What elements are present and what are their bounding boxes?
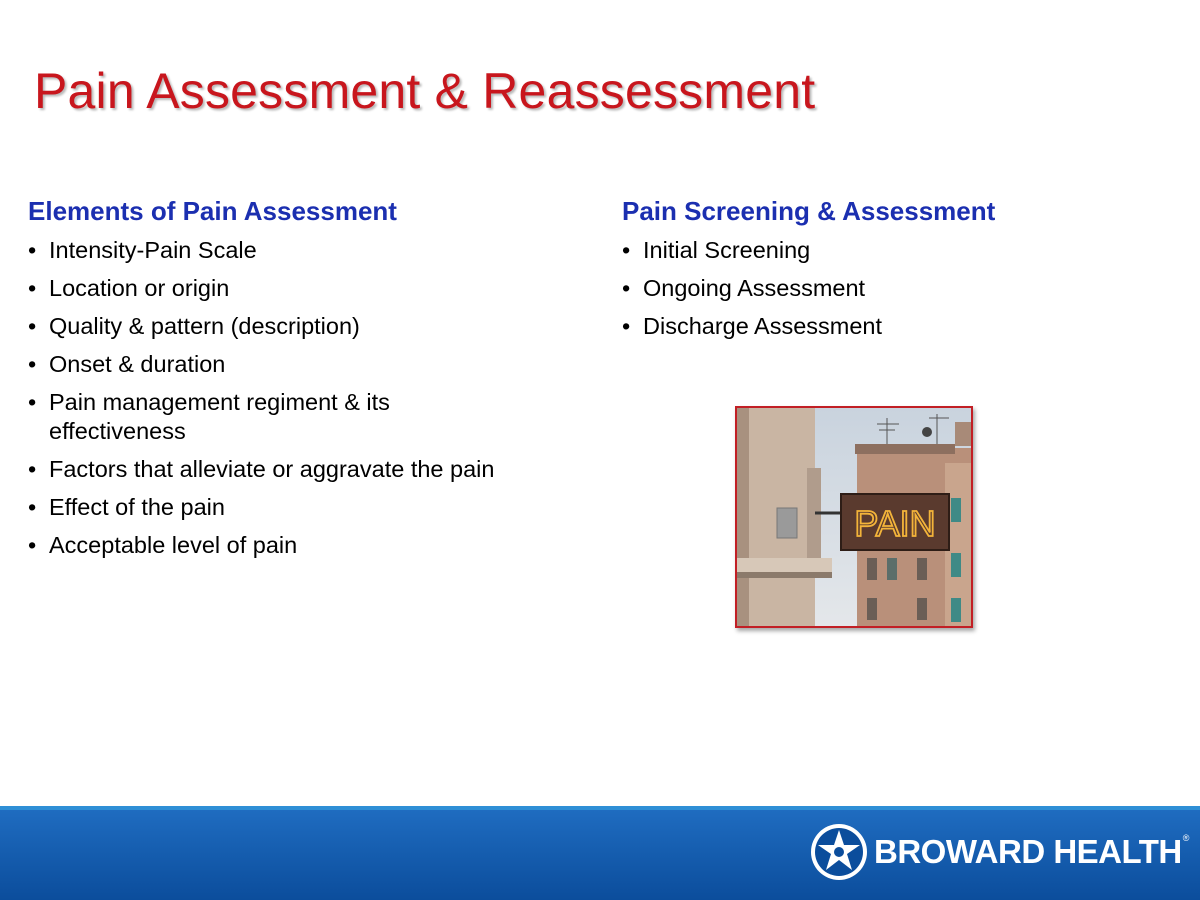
sign-text: PAIN — [854, 503, 936, 544]
bullet-icon: • — [28, 237, 37, 263]
pain-sign-photo — [735, 406, 973, 628]
list-item — [28, 274, 588, 303]
registered-mark: ® — [1182, 833, 1190, 843]
bullet-icon: • — [28, 456, 37, 482]
list-item-text: Discharge Assessment — [643, 313, 883, 339]
list-item — [28, 493, 588, 522]
bullet-icon: • — [622, 275, 631, 301]
bullet-icon: • — [622, 237, 631, 263]
list-item — [28, 312, 588, 341]
list-item-text: Ongoing Assessment — [643, 275, 866, 301]
broward-health-logo — [808, 820, 1190, 884]
list-item — [622, 312, 1142, 341]
list-item-text: Pain management regiment & its effectiveness — [49, 389, 390, 444]
list-item-text: Quality & pattern (description) — [49, 313, 360, 339]
left-heading: Elements of Pain Assessment — [28, 196, 397, 226]
list-item-text: Acceptable level of pain — [49, 532, 298, 558]
pain-sign-illustration — [737, 408, 971, 626]
bullet-icon: • — [28, 389, 37, 415]
list-item — [28, 531, 588, 560]
right-heading: Pain Screening & Assessment — [622, 196, 996, 226]
list-item-text: Onset & duration — [49, 351, 226, 377]
list-item — [622, 274, 1142, 303]
list-item — [28, 455, 588, 484]
left-bullet-list — [28, 236, 588, 560]
list-item — [28, 350, 588, 379]
bullet-icon: • — [28, 532, 37, 558]
star-logo-icon — [808, 821, 870, 883]
list-item — [622, 236, 1142, 265]
list-item — [28, 236, 588, 265]
bullet-icon: • — [28, 275, 37, 301]
right-bullet-list — [622, 236, 1142, 341]
list-item-text: Factors that alleviate or aggravate the pain — [49, 456, 495, 482]
bullet-icon: • — [28, 494, 37, 520]
slide-title: Pain Assessment & Reassessment — [34, 63, 816, 119]
bullet-icon: • — [28, 351, 37, 377]
list-item-text: Intensity-Pain Scale — [49, 237, 257, 263]
list-item-text: Initial Screening — [643, 237, 811, 263]
list-item-text: Location or origin — [49, 275, 230, 301]
list-item-text: Effect of the pain — [49, 494, 225, 520]
logo-text: BROWARD HEALTH — [874, 833, 1182, 870]
bullet-icon: • — [28, 313, 37, 339]
bullet-icon: • — [622, 313, 631, 339]
left-column — [28, 196, 588, 569]
right-column — [622, 196, 1142, 350]
list-item — [28, 388, 479, 446]
